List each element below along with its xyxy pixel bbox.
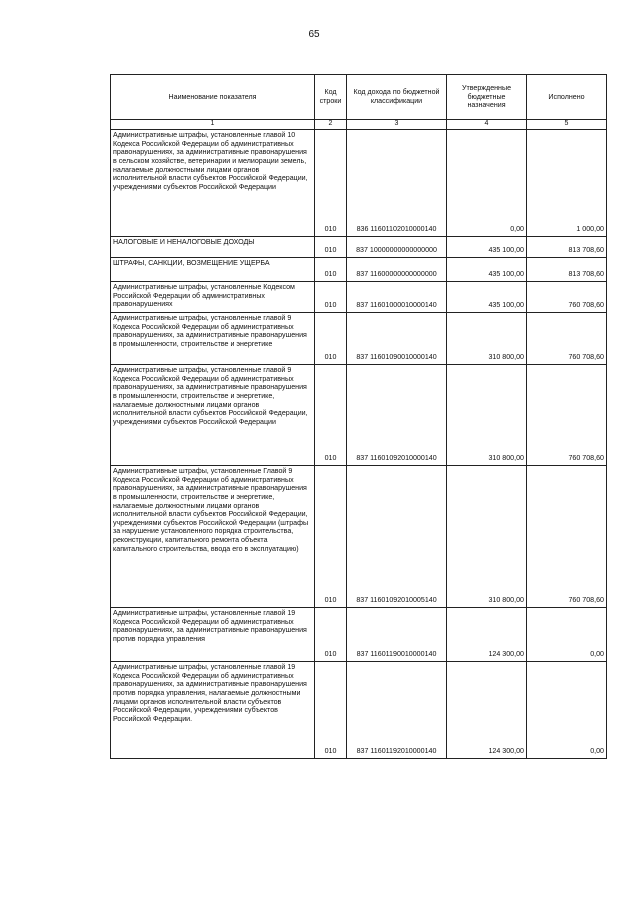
row-code: 837 10000000000000000 bbox=[347, 237, 447, 258]
row-approved: 310 800,00 bbox=[447, 313, 527, 365]
row-line: 010 bbox=[315, 466, 347, 608]
revenue-table bbox=[110, 74, 607, 759]
table-row bbox=[111, 258, 607, 282]
row-line: 010 bbox=[315, 313, 347, 365]
row-line: 010 bbox=[315, 365, 347, 466]
row-code: 837 11601092010005140 bbox=[347, 466, 447, 608]
row-executed: 760 708,60 bbox=[527, 365, 607, 466]
row-name: Административные штрафы, установленные главой 19 Кодекса Российской Федерации об административных правонарушениях, за административные правонарушения против порядка управления bbox=[111, 608, 315, 662]
table-row bbox=[111, 282, 607, 313]
row-code: 836 11601102010000140 bbox=[347, 130, 447, 237]
row-executed: 760 708,60 bbox=[527, 313, 607, 365]
row-approved: 435 100,00 bbox=[447, 258, 527, 282]
col-index-1: 1 bbox=[111, 120, 315, 130]
row-executed: 813 708,60 bbox=[527, 237, 607, 258]
col-index-4: 4 bbox=[447, 120, 527, 130]
header-line: Код строки bbox=[315, 75, 347, 120]
row-approved: 124 300,00 bbox=[447, 608, 527, 662]
row-code: 837 11600000000000000 bbox=[347, 258, 447, 282]
row-approved: 0,00 bbox=[447, 130, 527, 237]
row-approved: 435 100,00 bbox=[447, 282, 527, 313]
table-row bbox=[111, 365, 607, 466]
row-line: 010 bbox=[315, 237, 347, 258]
row-executed: 0,00 bbox=[527, 662, 607, 759]
row-approved: 124 300,00 bbox=[447, 662, 527, 759]
row-name: НАЛОГОВЫЕ И НЕНАЛОГОВЫЕ ДОХОДЫ bbox=[111, 237, 315, 258]
row-executed: 0,00 bbox=[527, 608, 607, 662]
row-name: Административные штрафы, установленные главой 10 Кодекса Российской Федерации об административных правонарушениях, за административные правонарушения в сельском хозяйстве, ветеринарии и мелиорации земель, налагаемые должностными лицами органов исполнительной власти субъектов Российской Федерации, учреждениями субъектов Российской Федерации bbox=[111, 130, 315, 237]
row-code: 837 11601192010000140 bbox=[347, 662, 447, 759]
row-name: Административные штрафы, установленные главой 19 Кодекса Российской Федерации об административных правонарушениях, за административные правонарушения против порядка управления, налагаемые должностными лицами органов исполнительной власти субъектов Российской Федерации, учреждениями субъектов Российской Федерации. bbox=[111, 662, 315, 759]
row-name: Административные штрафы, установленные главой 9 Кодекса Российской Федерации об административных правонарушениях, за административные правонарушения в промышленности, строительстве и энергетике bbox=[111, 313, 315, 365]
table-row bbox=[111, 662, 607, 759]
row-line: 010 bbox=[315, 258, 347, 282]
row-executed: 1 000,00 bbox=[527, 130, 607, 237]
row-executed: 760 708,60 bbox=[527, 282, 607, 313]
header-name: Наименование показателя bbox=[111, 75, 315, 120]
row-line: 010 bbox=[315, 608, 347, 662]
row-approved: 310 800,00 bbox=[447, 365, 527, 466]
header-code: Код дохода по бюджетной классификации bbox=[347, 75, 447, 120]
col-index-3: 3 bbox=[347, 120, 447, 130]
header-executed: Исполнено bbox=[527, 75, 607, 120]
header-row bbox=[111, 75, 607, 120]
row-name: Административные штрафы, установленные Кодексом Российской Федерации об административных правонарушениях bbox=[111, 282, 315, 313]
page-number: 65 bbox=[308, 29, 320, 40]
table-row bbox=[111, 313, 607, 365]
row-code: 837 11601190010000140 bbox=[347, 608, 447, 662]
col-index-2: 2 bbox=[315, 120, 347, 130]
row-approved: 310 800,00 bbox=[447, 466, 527, 608]
table-row bbox=[111, 130, 607, 237]
header-approved: Утвержденные бюджетные назначения bbox=[447, 75, 527, 120]
row-line: 010 bbox=[315, 130, 347, 237]
row-name: ШТРАФЫ, САНКЦИИ, ВОЗМЕЩЕНИЕ УЩЕРБА bbox=[111, 258, 315, 282]
column-index-row bbox=[111, 120, 607, 130]
row-line: 010 bbox=[315, 662, 347, 759]
row-code: 837 11601092010000140 bbox=[347, 365, 447, 466]
row-approved: 435 100,00 bbox=[447, 237, 527, 258]
row-name: Административные штрафы, установленные Главой 9 Кодекса Российской Федерации об административных правонарушениях, за административные правонарушения в промышленности, строительстве и энергетике, налагаемые должностными лицами органов исполнительной власти субъектов Российской Федерации, учреждениями субъектов Российской Федерации (штрафы за нарушение установленного порядка строительства, реконструкции, капитального ремонта объекта капитального строительства, ввода его в эксплуатацию) bbox=[111, 466, 315, 608]
table-row bbox=[111, 608, 607, 662]
row-executed: 760 708,60 bbox=[527, 466, 607, 608]
row-executed: 813 708,60 bbox=[527, 258, 607, 282]
table-row bbox=[111, 237, 607, 258]
row-name: Административные штрафы, установленные главой 9 Кодекса Российской Федерации об административных правонарушениях, за административные правонарушения в промышленности, строительстве и энергетике, налагаемые должностными лицами органов исполнительной власти субъектов Российской Федерации, учреждениями субъектов Российской Федерации bbox=[111, 365, 315, 466]
row-code: 837 11601000010000140 bbox=[347, 282, 447, 313]
table-row bbox=[111, 466, 607, 608]
col-index-5: 5 bbox=[527, 120, 607, 130]
row-line: 010 bbox=[315, 282, 347, 313]
row-code: 837 11601090010000140 bbox=[347, 313, 447, 365]
